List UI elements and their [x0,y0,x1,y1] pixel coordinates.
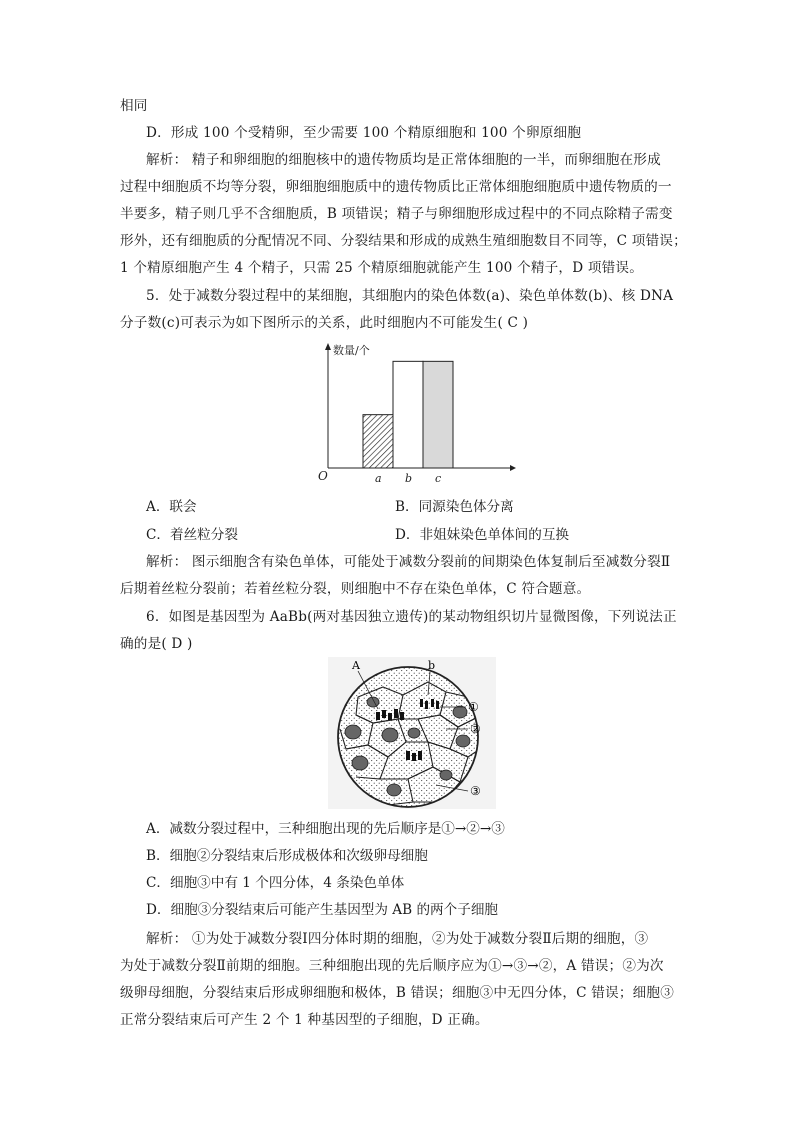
figure-label-cell-2: ② [470,722,481,736]
y-axis-label: 数量/个 [333,344,370,357]
q6-analysis-line: 解析： ①为处于减数分裂Ⅰ四分体时期的细胞，②为处于减数分裂Ⅱ后期的细胞，③ [146,931,649,947]
q5-option-a: A．联会 [146,499,197,515]
figure-label-cell-1: ① [468,700,479,714]
q6-micrograph-figure [328,657,496,809]
q5-stem-line: 分子数(c)可表示为如下图所示的关系，此时细胞内不可能发生( C ) [120,315,529,331]
tick-label-b: b [405,472,413,485]
q6-analysis-line: 正常分裂结束后可产生 2 个 1 种基因型的子细胞，D 正确。 [120,1012,489,1028]
q6-analysis-line: 级卵母细胞，分裂结束后形成卵细胞和极体，B 错误；细胞③中无四分体，C 错误；细胞③ [120,985,674,1001]
q5-bar-chart [310,340,520,488]
q6-option-a: A．减数分裂过程中，三种细胞出现的先后顺序是①→②→③ [146,821,505,837]
q4-analysis-line: 解析： 精子和卵细胞的细胞核中的遗传物质均是正常体细胞的一半，而卵细胞在形成 [146,152,661,168]
q6-analysis-line: 为处于减数分裂Ⅱ前期的细胞。三种细胞出现的先后顺序应为①→③→②，A 错误；②为次 [120,958,664,974]
bar-c [423,361,453,468]
q4-option-d: D．形成 100 个受精卵，至少需要 100 个精原细胞和 100 个卵原细胞 [146,125,582,141]
q4-analysis-line: 1 个精原细胞产生 4 个精子，只需 25 个精原细胞就能产生 100 个精子，D 项错误。 [120,260,644,276]
bar-b [393,361,423,468]
figure-label-A: A [352,659,360,672]
q6-stem-line: 6．如图是基因型为 AaBb(两对基因独立遗传)的某动物组织切片显微图像，下列说法正 [146,609,677,625]
q5-stem-line: 5．处于减数分裂过程中的某细胞，其细胞内的染色体数(a)、染色单体数(b)、核 DNA [146,288,674,304]
x-axis-arrow [510,465,516,471]
q4-analysis-line: 半要多，精子则几乎不含细胞质，B 项错误；精子与卵细胞形成过程中的不同点除精子需变 [120,206,673,222]
q4-stem-tail: 相同 [120,98,148,114]
figure-label-cell-3: ③ [470,784,481,798]
origin-label: O [318,469,328,483]
q5-option-c: C．着丝粒分裂 [146,527,238,543]
q6-stem-line: 确的是( D ) [120,636,193,652]
tick-label-a: a [375,472,382,485]
q6-option-c: C．细胞③中有 1 个四分体，4 条染色单体 [146,875,405,891]
q4-analysis-line: 形外，还有细胞质的分配情况不同、分裂结果和形成的成熟生殖细胞数目不同等，C 项错误； [120,233,687,249]
q5-analysis-line: 解析： 图示细胞含有染色单体，可能处于减数分裂前的间期染色体复制后至减数分裂Ⅱ [146,554,671,570]
q6-option-d: D．细胞③分裂结束后可能产生基因型为 AB 的两个子细胞 [146,902,499,918]
figure-label-b: b [428,659,436,672]
q4-analysis-line: 过程中细胞质不均等分裂，卵细胞细胞质中的遗传物质比正常体细胞细胞质中遗传物质的一 [120,179,672,195]
tick-label-c: c [435,472,442,485]
q5-option-b: B．同源染色体分离 [395,499,514,515]
q5-option-d: D．非姐妹染色单体间的互换 [395,527,570,543]
q6-option-b: B．细胞②分裂结束后形成极体和次级卵母细胞 [146,848,428,864]
bar-a [363,415,393,468]
q5-analysis-line: 后期着丝粒分裂前；若着丝粒分裂，则细胞中不存在染色单体，C 符合题意。 [120,581,591,597]
y-axis-arrow [325,343,331,350]
